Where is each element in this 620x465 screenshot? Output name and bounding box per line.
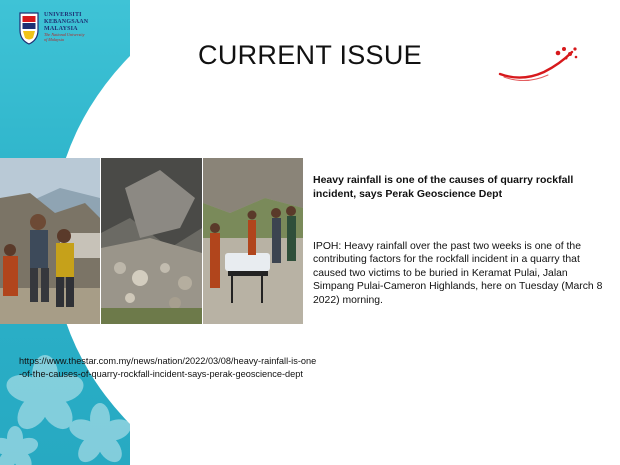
- article-body: IPOH: Heavy rainfall over the past two weeks is one of the contributing factors for the rockfall incident in a quarry that caused two victims to be buried in Keramat Pulai, Jalan Simpang Pulai-Cameron Highlands, here on Tuesday (March 8 2022) morning.: [313, 241, 603, 306]
- logo-line-3: MALAYSIA: [44, 26, 78, 32]
- logo-line-1: UNIVERSITI: [44, 12, 82, 18]
- stretcher-rescue-photo: [203, 158, 303, 324]
- article-headline: Heavy rainfall is one of the causes of quarry rockfall incident, says Perak Geoscience Dept: [313, 174, 574, 200]
- rockfall-debris-photo: [101, 158, 202, 324]
- rockfall-photo-collage: [0, 158, 303, 324]
- hibiscus-flower-icon: [0, 330, 130, 465]
- swoosh-logo-icon: [496, 44, 580, 86]
- rescue-workers-photo: [0, 158, 100, 324]
- logo-subline-1: The National University: [44, 32, 85, 37]
- logo-subline-2: of Malaysia: [44, 36, 64, 42]
- slide-title: CURRENT ISSUE: [198, 40, 422, 70]
- article-source-link[interactable]: https://www.thestar.com.my/news/nation/2022/03/08/heavy-rainfall-is-one-of-the-causes-of-quarry-rockfall-incident-says-perak-geoscience-dept: [19, 356, 317, 379]
- ukm-crest-icon: [18, 10, 40, 46]
- university-logo: [18, 8, 110, 52]
- logo-line-2: KEBANGSAAN: [44, 19, 89, 25]
